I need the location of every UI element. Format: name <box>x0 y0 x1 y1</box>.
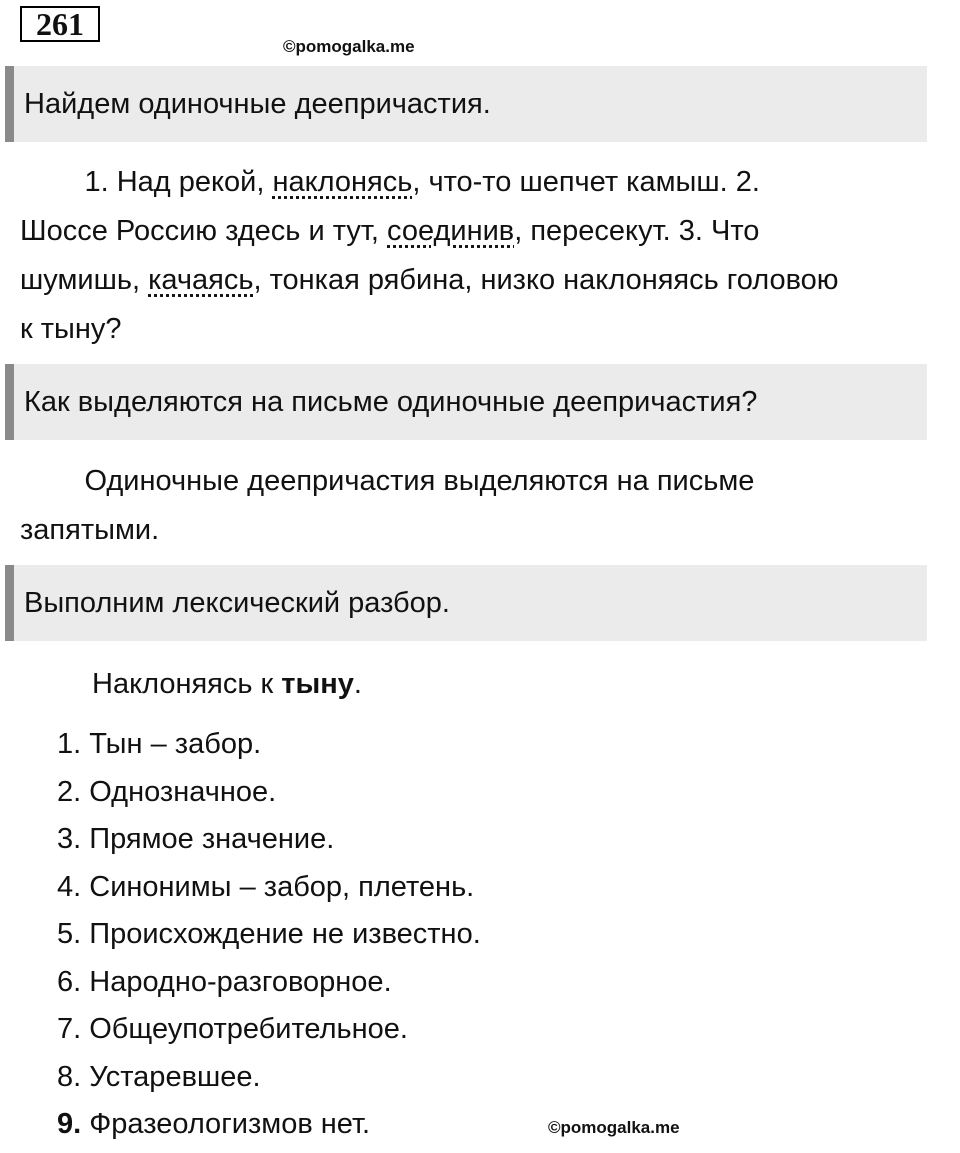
list-item-text: Фразеологизмов нет. <box>81 1108 371 1140</box>
list-item-number: 6. <box>57 965 82 998</box>
list-item-number: 8. <box>57 1060 82 1093</box>
list-item-number: 1. <box>57 728 82 760</box>
line-text: , тонкая рябина, низко наклоняясь головою <box>253 264 839 296</box>
list-item-number: 9. <box>57 1108 82 1140</box>
list-item-text: Синонимы – забор, плетень. <box>81 870 475 903</box>
list-item-text: Происхождение не известно. <box>81 918 481 950</box>
list-item-text: Общеупотребительное. <box>81 1013 408 1045</box>
phrase-end: . <box>353 668 362 700</box>
list-item <box>57 1054 481 1102</box>
phrase-bold-word: тыну <box>281 668 354 700</box>
line-text: к тыну? <box>20 313 122 345</box>
line-text: Шоссе Россию здесь и тут, <box>20 215 388 247</box>
sentence-line <box>20 256 960 305</box>
list-item-text: Народно-разговорное. <box>81 965 392 998</box>
list-item <box>57 1101 481 1149</box>
list-item <box>57 864 481 912</box>
list-item-text: Тын – забор. <box>81 728 262 760</box>
sentence-line <box>20 158 960 207</box>
list-item-text: Прямое значение. <box>81 823 335 855</box>
answer-line: запятыми. <box>20 514 160 546</box>
list-item <box>57 816 481 864</box>
list-item-text: Однозначное. <box>81 775 277 808</box>
sentence-line <box>20 207 960 256</box>
answer-paragraph <box>20 457 960 555</box>
list-item <box>57 721 481 769</box>
page-number: 261 <box>20 6 100 42</box>
line-text: 1. Над рекой, <box>20 166 273 198</box>
analysis-list <box>57 721 481 1149</box>
watermark-bottom: ©pomogalka.me <box>548 1118 680 1137</box>
list-item-number: 4. <box>57 870 82 903</box>
section-heading-3: Выполним лексический разбор. <box>5 565 927 641</box>
list-item <box>57 911 481 959</box>
list-item-number: 3. <box>57 823 82 855</box>
list-item <box>57 1006 481 1054</box>
underlined-gerund: наклонясь <box>272 166 413 198</box>
example-sentences <box>20 158 960 354</box>
sentence-line <box>20 305 960 354</box>
section-heading-2: Как выделяются на письме одиночные деепричастия? <box>5 364 927 440</box>
line-text: шумишь, <box>20 264 149 296</box>
list-item-number: 2. <box>57 775 82 808</box>
list-item-number: 5. <box>57 918 82 950</box>
underlined-gerund: качаясь <box>148 264 254 296</box>
watermark-top: ©pomogalka.me <box>283 37 415 56</box>
phrase-text: Наклоняясь к <box>92 668 282 700</box>
section-heading-1: Найдем одиночные деепричастия. <box>5 66 927 142</box>
underlined-gerund: соединив <box>387 215 515 247</box>
line-text: , что-то шепчет камыш. 2. <box>412 166 760 198</box>
list-item <box>57 769 481 817</box>
line-text: , пересекут. 3. Что <box>514 215 760 247</box>
list-item <box>57 959 481 1007</box>
answer-line: Одиночные деепричастия выделяются на письме <box>20 465 755 497</box>
list-item-number: 7. <box>57 1013 82 1045</box>
analysis-phrase <box>92 660 960 709</box>
list-item-text: Устаревшее. <box>81 1060 261 1093</box>
